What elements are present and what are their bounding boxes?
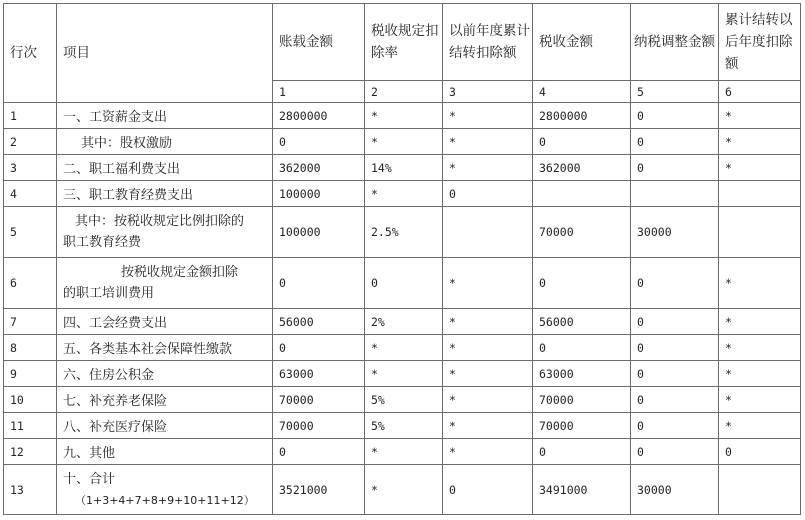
row-item-line1: 十、合计	[63, 471, 116, 487]
table-row	[4, 335, 801, 361]
cell-future-carryover: *	[719, 103, 801, 129]
cell-adjustment: 0	[631, 335, 719, 361]
cell-tax-amount: 70000	[533, 413, 631, 439]
cell-book-amount: 100000	[273, 207, 365, 258]
cell-future-carryover: *	[719, 387, 801, 413]
cell-book-amount: 0	[273, 258, 365, 309]
col-number: 2	[365, 81, 443, 103]
cell-tax-amount: 70000	[533, 387, 631, 413]
col-number: 3	[443, 81, 533, 103]
cell-adjustment: 0	[631, 155, 719, 181]
cell-future-carryover: 0	[719, 439, 801, 465]
cell-deduction-rate: *	[365, 103, 443, 129]
cell-prior-carryover: *	[443, 103, 533, 129]
row-number: 13	[4, 465, 57, 515]
row-number: 4	[4, 181, 57, 207]
cell-book-amount: 3521000	[273, 465, 365, 515]
cell-deduction-rate: 5%	[365, 387, 443, 413]
row-number: 10	[4, 387, 57, 413]
row-item	[57, 258, 273, 309]
cell-deduction-rate: *	[365, 181, 443, 207]
header-deduction-rate: 税收规定扣除率	[365, 4, 443, 81]
cell-adjustment: 0	[631, 129, 719, 155]
cell-book-amount: 0	[273, 129, 365, 155]
row-number: 8	[4, 335, 57, 361]
col-number: 5	[631, 81, 719, 103]
row-item: 其中：股权激励	[57, 129, 273, 155]
cell-prior-carryover: *	[443, 439, 533, 465]
cell-tax-amount: 3491000	[533, 465, 631, 515]
header-future-carryover: 累计结转以后年度扣除额	[719, 4, 801, 81]
cell-deduction-rate: *	[365, 129, 443, 155]
cell-deduction-rate: 14%	[365, 155, 443, 181]
cell-adjustment: 0	[631, 387, 719, 413]
col-number: 4	[533, 81, 631, 103]
cell-adjustment: 0	[631, 258, 719, 309]
cell-book-amount: 100000	[273, 181, 365, 207]
cell-book-amount: 0	[273, 439, 365, 465]
row-item-line1: 其中：按税收规定比例扣除的	[75, 214, 245, 229]
row-number: 11	[4, 413, 57, 439]
cell-prior-carryover: *	[443, 309, 533, 335]
cell-deduction-rate: 2.5%	[365, 207, 443, 258]
cell-future-carryover	[719, 181, 801, 207]
table-row	[4, 361, 801, 387]
cell-tax-amount: 0	[533, 129, 631, 155]
row-item	[57, 465, 273, 515]
cell-deduction-rate: *	[365, 361, 443, 387]
table-row	[4, 413, 801, 439]
row-number: 7	[4, 309, 57, 335]
total-row	[4, 465, 801, 515]
cell-prior-carryover: *	[443, 361, 533, 387]
header-book-amount: 账载金额	[273, 4, 365, 81]
tax-adjustment-table	[3, 3, 801, 515]
cell-future-carryover	[719, 465, 801, 515]
table-row	[4, 309, 801, 335]
row-number: 3	[4, 155, 57, 181]
cell-adjustment	[631, 181, 719, 207]
cell-tax-amount: 0	[533, 335, 631, 361]
table-row	[4, 155, 801, 181]
row-item	[57, 207, 273, 258]
cell-book-amount: 2800000	[273, 103, 365, 129]
header-item: 项目	[57, 4, 273, 103]
cell-future-carryover: *	[719, 335, 801, 361]
cell-tax-amount	[533, 181, 631, 207]
table-row	[4, 207, 801, 258]
row-item-line2: 的职工培训费用	[63, 286, 155, 301]
row-item: 四、工会经费支出	[57, 309, 273, 335]
row-item: 三、职工教育经费支出	[57, 181, 273, 207]
cell-adjustment: 30000	[631, 207, 719, 258]
cell-tax-amount: 2800000	[533, 103, 631, 129]
cell-future-carryover: *	[719, 129, 801, 155]
cell-deduction-rate: *	[365, 465, 443, 515]
table-row	[4, 103, 801, 129]
row-item: 五、各类基本社会保障性缴款	[57, 335, 273, 361]
cell-book-amount: 63000	[273, 361, 365, 387]
row-number: 9	[4, 361, 57, 387]
cell-deduction-rate: 0	[365, 258, 443, 309]
cell-adjustment: 0	[631, 309, 719, 335]
cell-future-carryover: *	[719, 258, 801, 309]
cell-adjustment: 30000	[631, 465, 719, 515]
row-item: 六、住房公积金	[57, 361, 273, 387]
header-row-no: 行次	[4, 4, 57, 103]
cell-prior-carryover: *	[443, 387, 533, 413]
table-row	[4, 181, 801, 207]
cell-future-carryover	[719, 207, 801, 258]
cell-adjustment: 0	[631, 103, 719, 129]
cell-future-carryover: *	[719, 361, 801, 387]
cell-adjustment: 0	[631, 439, 719, 465]
cell-book-amount: 362000	[273, 155, 365, 181]
row-number: 6	[4, 258, 57, 309]
row-item-line1: 按税收规定金额扣除	[121, 265, 239, 280]
cell-book-amount: 56000	[273, 309, 365, 335]
cell-future-carryover: *	[719, 413, 801, 439]
cell-deduction-rate: *	[365, 335, 443, 361]
cell-adjustment: 0	[631, 361, 719, 387]
row-item: 八、补充医疗保险	[57, 413, 273, 439]
cell-prior-carryover: *	[443, 258, 533, 309]
cell-book-amount: 70000	[273, 387, 365, 413]
cell-tax-amount: 63000	[533, 361, 631, 387]
cell-tax-amount: 56000	[533, 309, 631, 335]
cell-adjustment: 0	[631, 413, 719, 439]
col-number: 1	[273, 81, 365, 103]
row-number: 12	[4, 439, 57, 465]
cell-book-amount: 70000	[273, 413, 365, 439]
cell-deduction-rate: 2%	[365, 309, 443, 335]
row-number: 5	[4, 207, 57, 258]
table-row	[4, 258, 801, 309]
cell-prior-carryover: *	[443, 155, 533, 181]
row-item: 九、其他	[57, 439, 273, 465]
table-row	[4, 387, 801, 413]
col-number: 6	[719, 81, 801, 103]
header-prior-carryover: 以前年度累计结转扣除额	[443, 4, 533, 81]
cell-tax-amount: 0	[533, 258, 631, 309]
header-tax-amount: 税收金额	[533, 4, 631, 81]
cell-prior-carryover: 0	[443, 181, 533, 207]
row-item: 一、工资薪金支出	[57, 103, 273, 129]
cell-tax-amount: 70000	[533, 207, 631, 258]
row-item-line2: 职工教育经费	[63, 235, 142, 250]
cell-prior-carryover: *	[443, 335, 533, 361]
cell-deduction-rate: *	[365, 439, 443, 465]
table-row	[4, 129, 801, 155]
cell-future-carryover: *	[719, 155, 801, 181]
row-item: 二、职工福利费支出	[57, 155, 273, 181]
cell-prior-carryover: *	[443, 129, 533, 155]
cell-future-carryover: *	[719, 309, 801, 335]
cell-tax-amount: 362000	[533, 155, 631, 181]
cell-deduction-rate: 5%	[365, 413, 443, 439]
header-row	[4, 4, 801, 81]
header-adjustment: 纳税调整金额	[631, 4, 719, 81]
cell-book-amount: 0	[273, 335, 365, 361]
cell-prior-carryover: 0	[443, 465, 533, 515]
cell-prior-carryover	[443, 207, 533, 258]
row-item-line2: （1+3+4+7+8+9+10+11+12）	[75, 493, 255, 507]
row-item: 七、补充养老保险	[57, 387, 273, 413]
cell-prior-carryover: *	[443, 413, 533, 439]
row-number: 2	[4, 129, 57, 155]
table-row	[4, 439, 801, 465]
row-number: 1	[4, 103, 57, 129]
cell-tax-amount: 0	[533, 439, 631, 465]
